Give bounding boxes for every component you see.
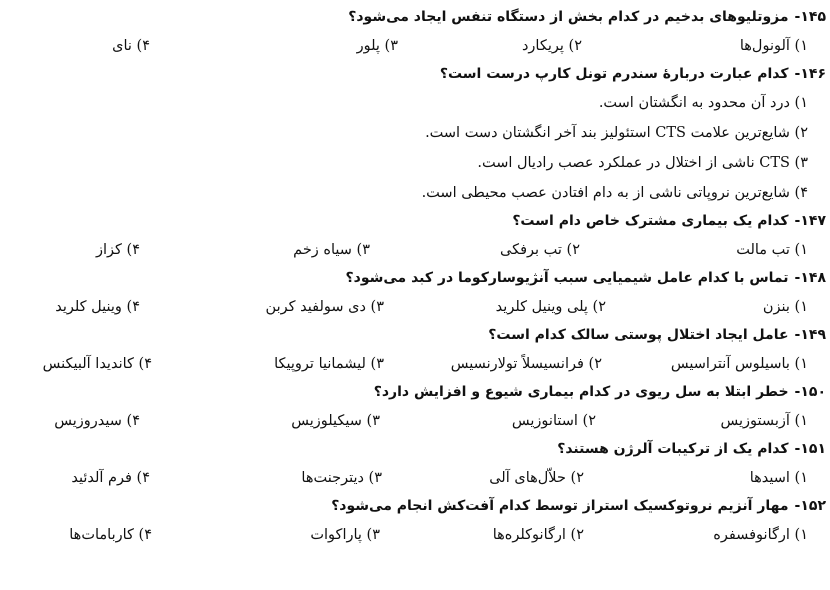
question-145	[0, 4, 830, 61]
option-3: ۳) سیکیلوزیس	[291, 413, 380, 429]
question-text: کدام یک بیماری مشترک خاص دام است؟	[512, 213, 789, 229]
option-4: ۴) کاربامات‌ها	[69, 527, 152, 543]
question-148	[0, 265, 830, 322]
option-1: ۱) آلونول‌ها	[739, 38, 808, 54]
option-3: ۳) دیترجنت‌ها	[301, 470, 382, 486]
option-2: ۲) فرانسیسلاً تولارنسیس	[450, 356, 602, 372]
option-3: ۳) سیاه زخم	[293, 242, 370, 258]
option-2: ۲) شایع‌ترین علامت CTS استئولیز بند آخر انگشتان دست است.	[425, 125, 808, 141]
question-number: ۱۵۱-	[794, 441, 826, 457]
option-3: ۳) CTS ناشی از اختلال در عملکرد عصب رادیال است.	[477, 155, 808, 171]
option-1: ۱) تب مالت	[736, 242, 808, 258]
question-number: ۱۵۰-	[794, 384, 826, 400]
option-1: ۱) ارگانوفسفره	[713, 527, 808, 543]
option-4: ۴) کاندیدا آلبیکنس	[42, 356, 152, 372]
options-list	[0, 88, 830, 208]
option-4: ۴) سیدروزیس	[54, 413, 140, 429]
option-3: ۳) پاراکوات	[310, 527, 380, 543]
question-text: کدام عبارت دربارهٔ سندرم تونل کارپ درست است؟	[439, 66, 789, 82]
option-2: ۲) پریکارد	[521, 38, 582, 54]
option-4: ۴) نای	[112, 38, 150, 54]
question-stem	[0, 436, 830, 463]
option-2: ۲) حلاّل‌های آلی	[489, 470, 584, 486]
option-2: ۲) استانوزیس	[511, 413, 596, 429]
question-146	[0, 61, 830, 208]
options-row	[0, 463, 830, 493]
question-number: ۱۵۲-	[794, 498, 826, 514]
question-text: کدام یک از ترکیبات آلرژن هستند؟	[557, 441, 789, 457]
question-number: ۱۴۷-	[794, 213, 826, 229]
option-1: ۱) آزبستوزیس	[720, 413, 808, 429]
question-147	[0, 208, 830, 265]
options-row	[0, 292, 830, 322]
question-stem	[0, 379, 830, 406]
question-text: عامل ایجاد اختلال پوستی سالک کدام است؟	[488, 327, 789, 343]
question-number: ۱۴۹-	[794, 327, 826, 343]
option-1: ۱) باسیلوس آنتراسیس	[670, 356, 808, 372]
question-stem	[0, 208, 830, 235]
question-150	[0, 379, 830, 436]
question-text: خطر ابتلا به سل ریوی در کدام بیماری شیوع و افزایش دارد؟	[373, 384, 789, 400]
option-4: ۴) وینیل کلرید	[55, 299, 140, 315]
option-3: ۳) دی سولفید کربن	[265, 299, 384, 315]
option-4: ۴) کزاز	[96, 242, 140, 258]
question-stem	[0, 322, 830, 349]
question-stem	[0, 493, 830, 520]
option-3: ۳) پلور	[356, 38, 398, 54]
question-149	[0, 322, 830, 379]
option-2: ۲) پلی وینیل کلرید	[495, 299, 606, 315]
question-number: ۱۴۵-	[794, 9, 826, 25]
options-row	[0, 520, 830, 550]
question-text: مهار آنزیم نروتوکسیک استراز توسط کدام آفت‌کش انجام می‌شود؟	[331, 498, 789, 514]
option-2: ۲) تب برفکی	[499, 242, 580, 258]
option-1: ۱) بنزن	[762, 299, 808, 315]
question-stem	[0, 265, 830, 292]
option-4: ۴) فرم آلدئید	[71, 470, 150, 486]
option-4: ۴) شایع‌ترین نروپاتی ناشی از به دام افتادن عصب محیطی است.	[421, 185, 808, 201]
exam-page	[0, 4, 830, 550]
option-2: ۲) ارگانوکلره‌ها	[492, 527, 584, 543]
question-text: تماس با کدام عامل شیمیایی سبب آنژیوسارکوما در کبد می‌شود؟	[345, 270, 789, 286]
option-1: ۱) درد آن محدود به انگشتان است.	[598, 95, 808, 111]
question-text: مزوتلیوهای بدخیم در کدام بخش از دستگاه تنفس ایجاد می‌شود؟	[348, 9, 789, 25]
options-row	[0, 349, 830, 379]
question-151	[0, 436, 830, 493]
question-152	[0, 493, 830, 550]
options-row	[0, 406, 830, 436]
question-number: ۱۴۶-	[794, 66, 826, 82]
question-stem	[0, 61, 830, 88]
question-number: ۱۴۸-	[794, 270, 826, 286]
options-row	[0, 31, 830, 61]
option-1: ۱) اسیدها	[749, 470, 808, 486]
option-3: ۳) لیشمانیا تروپیکا	[274, 356, 384, 372]
options-row	[0, 235, 830, 265]
question-stem	[0, 4, 830, 31]
